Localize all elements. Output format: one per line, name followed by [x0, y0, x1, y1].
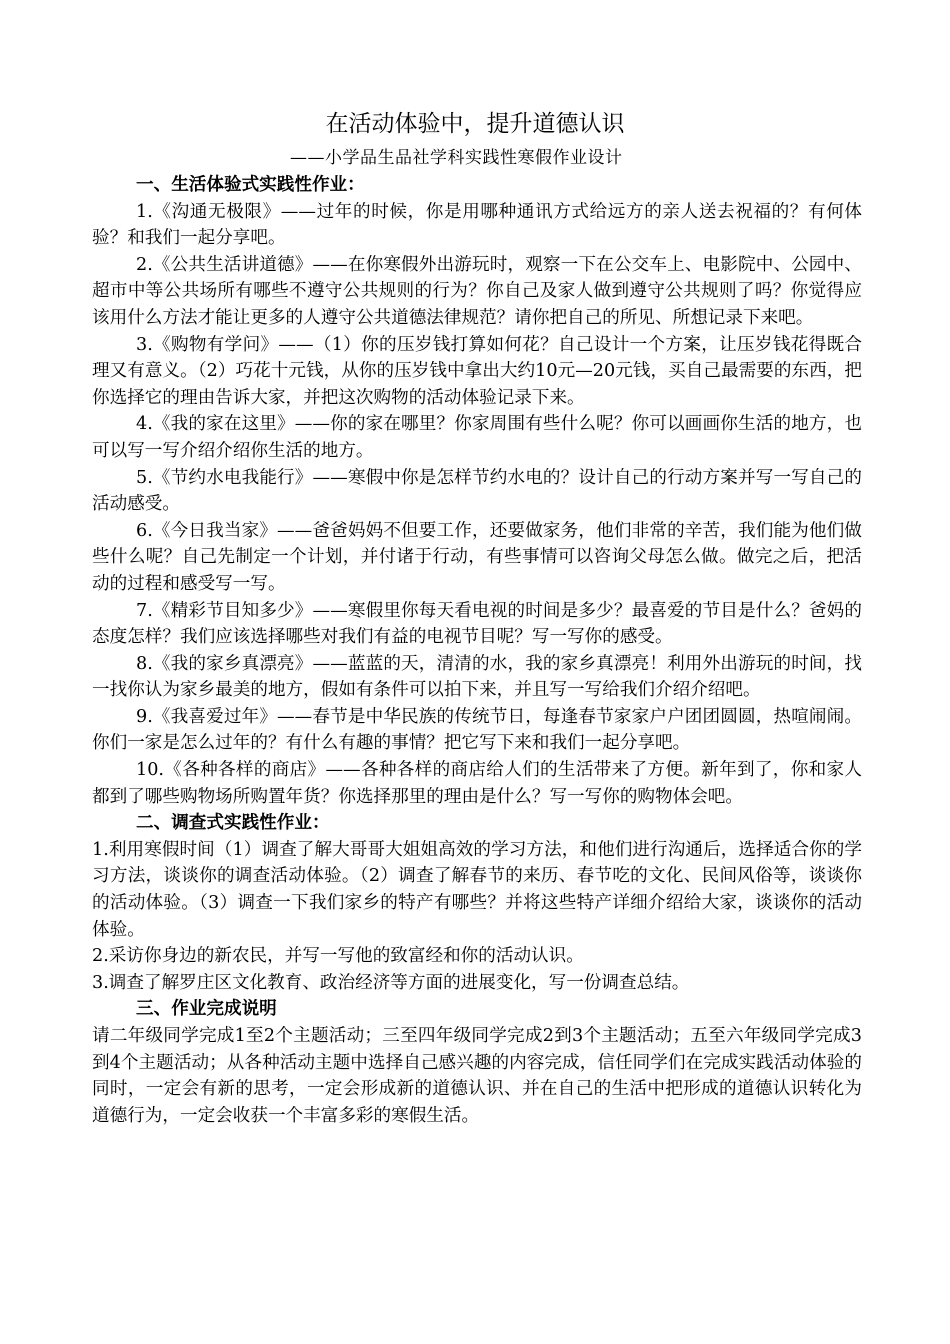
document-body	[92, 172, 862, 1129]
survey-item-2: 2.采访你身边的新农民，并写一写他的致富经和你的活动认识。	[92, 946, 584, 967]
instructions-text: 请二年级同学完成1至2个主题活动；三至四年级同学完成2到3个主题活动；五至六年级同学完成3到4个主题活动；从各种活动主题中选择自己感兴趣的内容完成，信任同学们在完成实践活动体验的同时，一定会有新的思考，一定会形成新的道德认识、并在自己的生活中把形成的道德认识转化为道德行为，一定会收获一个丰富多彩的寒假生活。	[92, 1026, 862, 1126]
life-item-9: 9.《我喜爱过年》——春节是中华民族的传统节日，每逢春节家家户户团团圆圆，热喧闹闹。你们一家是怎么过年的？有什么有趣的事情？把它写下来和我们一起分享吧。	[92, 706, 862, 754]
life-item-10: 10.《各种各样的商店》——各种各样的商店给人们的生活带来了方便。新年到了，你和家人都到了哪些购物场所购置年货？你选择那里的理由是什么？写一写你的购物体会吧。	[92, 760, 862, 807]
document-subtitle: ——小学品生品社学科实践性寒假作业设计	[290, 148, 623, 168]
life-item-7: 7.《精彩节目知多少》——寒假里你每天看电视的时间是多少？最喜爱的节目是什么？爸妈的态度怎样？我们应该选择哪些对我们有益的电视节目呢？写一写你的感受。	[92, 600, 862, 648]
section-heading-instructions: 三、作业完成说明	[136, 999, 277, 1020]
section-heading-life-experience: 一、生活体验式实践性作业：	[136, 175, 365, 195]
survey-item-1: 1.利用寒假时间（1）调查了解大哥哥大姐姐高效的学习方法，和他们进行沟通后，选择适合你的学习方法，谈谈你的调查活动体验。（2）调查了解春节的来历、春节吃的文化、民间风俗等，谈谈你的活动体验。（3）调查一下我们家乡的特产有哪些？并将这些特产详细介绍给大家，谈谈你的活动体验。	[92, 839, 862, 940]
section-heading-survey: 二、调查式实践性作业：	[136, 813, 330, 834]
life-item-8: 8.《我的家乡真漂亮》——蓝蓝的天，清清的水，我的家乡真漂亮！利用外出游玩的时间，找一找你认为家乡最美的地方，假如有条件可以拍下来，并且写一写给我们介绍介绍吧。	[92, 653, 862, 701]
document-title: 在活动体验中，提升道德认识	[325, 111, 625, 137]
life-item-6: 6.《今日我当家》——爸爸妈妈不但要工作，还要做家务，他们非常的辛苦，我们能为他们做些什么呢？自己先制定一个计划，并付诸于行动，有些事情可以咨询父母怎么做。做完之后，把活动的过程和感受写一写。	[92, 520, 862, 594]
life-item-1: 1.《沟通无极限》——过年的时候，你是用哪种通讯方式给远方的亲人送去祝福的？有何体验？和我们一起分享吧。	[92, 201, 862, 249]
life-item-2: 2.《公共生活讲道德》——在你寒假外出游玩时，观察一下在公交车上、电影院中、公园中、超市中等公共场所有哪些不遵守公共规则的行为？你自己及家人做到遵守公共规则了吗？你觉得应该用什么方法才能让更多的人遵守公共道德法律规范？请你把自己的所见、所想记录下来吧。	[92, 254, 862, 328]
life-item-5: 5.《节约水电我能行》——寒假中你是怎样节约水电的？设计自己的行动方案并写一写自己的活动感受。	[92, 467, 862, 515]
survey-item-3: 3.调查了解罗庄区文化教育、政治经济等方面的进展变化，写一份调查总结。	[92, 972, 690, 993]
life-item-3: 3.《购物有学问》——（1）你的压岁钱打算如何花？自己设计一个方案，让压岁钱花得既合理又有意义。（2）巧花十元钱，从你的压岁钱中拿出大约10元—20元钱，买自己最需要的东西，把你选择它的理由告诉大家，并把这次购物的活动体验记录下来。	[92, 334, 862, 408]
life-item-4: 4.《我的家在这里》——你的家在哪里？你家周围有些什么呢？你可以画画你生活的地方，也可以写一写介绍介绍你生活的地方。	[92, 414, 862, 461]
